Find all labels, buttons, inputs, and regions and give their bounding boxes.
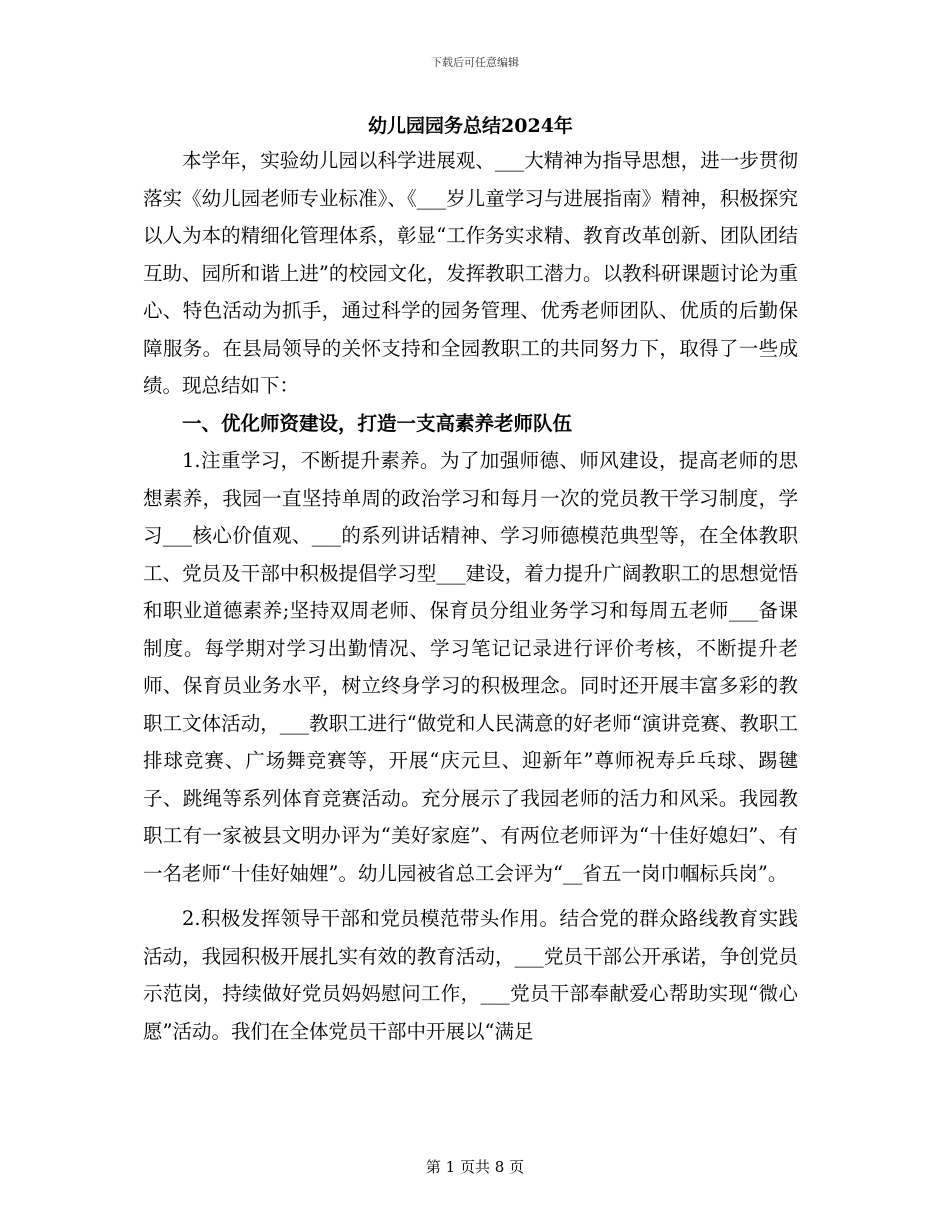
document-title: 幼儿园园务总结2024年 bbox=[368, 115, 573, 137]
page-footer: 第 1 页共 8 页 bbox=[425, 1158, 525, 1176]
section-heading-1: 一、优化师资建设，打造一支高素养老师队伍 bbox=[182, 411, 573, 435]
paragraph-item-2: 2.积极发挥领导干部和党员模范带头作用。结合党的群众路线教育实践活动，我园积极开展扎实有效的教育活动，___党员干部公开承诺，争创党员示范岗，持续做好党员妈妈慰问工作，___党员干部奉献爱心帮助实现“微心愿”活动。我们在全体党员干部中开展以“满足 bbox=[143, 907, 798, 1043]
paragraph-item-1: 1.注重学习，不断提升素养。为了加强师德、师风建设，提高老师的思想素养，我园一直坚持单周的政治学习和每月一次的党员教干学习制度，学习___核心价值观、___的系列讲话精神、学习师德模范典型等，在全体教职工、党员及干部中积极提倡学习型___建设，着力提升广阔教职工的思想觉悟和职业道德素养;坚持双周老师、保育员分组业务学习和每周五老师___备课制度。每学期对学习出勤情况、学习笔记记录进行评价考核，不断提升老师、保育员业务水平，树立终身学习的积极理念。同时还开展丰富多彩的教职工文体活动，___教职工进行“做党和人民满意的好老师“演讲竞赛、教职工排球竞赛、广场舞竞赛等，开展“庆元旦、迎新年”尊师祝寿乒乓球、踢毽子、跳绳等系列体育竞赛活动。充分展示了我园老师的活力和风采。我园教职工有一家被县文明办评为“美好家庭”、有两位老师评为“十佳好媳妇”、有一名老师“十佳好妯娌”。幼儿园被省总工会评为“__省五一岗巾帼标兵岗”。 bbox=[143, 449, 798, 885]
intro-paragraph: 本学年，实验幼儿园以科学进展观、___大精神为指导思想，进一步贯彻落实《幼儿园老师专业标准》、《___岁儿童学习与进展指南》精神，积极探究以人为本的精细化管理体系，彰显“工作务实求精、教育改革创新、团队团结互助、园所和谐上进”的校园文化，发挥教职工潜力。以教科研课题讨论为重心、特色活动为抓手，通过科学的园务管理、优秀老师团队、优质的后勤保障服务。在县局领导的关怀支持和全园教职工的共同努力下，取得了一些成绩。现总结如下： bbox=[143, 149, 798, 397]
document-body bbox=[143, 110, 798, 1050]
header-note: 下载后可任意编辑 bbox=[431, 56, 519, 69]
